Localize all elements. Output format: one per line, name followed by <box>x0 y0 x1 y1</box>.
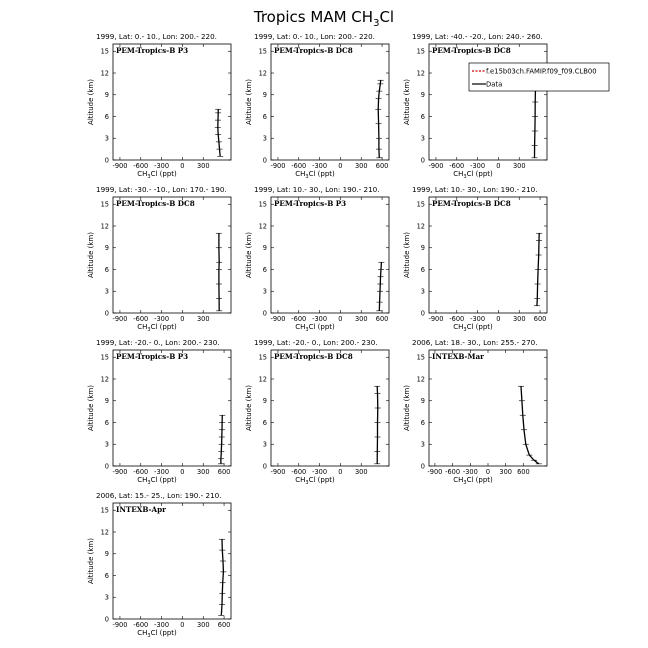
y-tick-label: 12 <box>416 222 425 231</box>
x-tick-label: 300 <box>196 621 210 629</box>
title-suffix: Cl <box>379 8 395 26</box>
y-tick-label: 6 <box>262 112 267 121</box>
x-tick-label: -300 <box>470 315 486 323</box>
x-axis-label-part: CH <box>137 323 148 331</box>
x-axis-label-part: Cl (ppt) <box>466 323 493 331</box>
y-tick-label: 9 <box>104 244 109 253</box>
y-tick-label: 0 <box>420 462 425 471</box>
y-tick-label: 12 <box>258 69 267 78</box>
x-axis-label-sub: 3 <box>147 174 151 180</box>
y-tick-label: 15 <box>100 506 109 515</box>
x-axis-label-part: CH <box>453 476 464 484</box>
chart-panel <box>403 32 547 180</box>
y-tick-label: 0 <box>262 462 267 471</box>
y-tick-label: 6 <box>104 571 109 580</box>
y-tick-label: 3 <box>420 134 425 143</box>
x-tick-label: 0 <box>180 162 185 170</box>
x-axis-label-part: CH <box>295 170 306 178</box>
x-axis-label <box>137 170 177 180</box>
panel-title: 1999, Lat: -30.- -10., Lon: 170.- 190. <box>96 185 227 194</box>
plot-frame <box>271 350 389 466</box>
x-tick-label: -300 <box>154 468 170 476</box>
x-tick-label: 0 <box>338 162 343 170</box>
y-tick-label: 12 <box>100 528 109 537</box>
campaign-label: PEM-Tropics-B DC8 <box>116 199 195 208</box>
x-axis-label-part: Cl (ppt) <box>308 170 335 178</box>
campaign-label: PEM-Tropics-B DC8 <box>274 352 353 361</box>
x-axis-label <box>295 170 335 180</box>
y-tick-label: 12 <box>100 375 109 384</box>
y-tick-label: 12 <box>100 222 109 231</box>
y-tick-label: 15 <box>100 200 109 209</box>
y-tick-label: 6 <box>420 265 425 274</box>
x-axis-label-part: Cl (ppt) <box>150 323 177 331</box>
y-tick-label: 3 <box>104 134 109 143</box>
plot-frame <box>113 350 231 466</box>
x-tick-label: -600 <box>449 162 465 170</box>
y-tick-label: 15 <box>100 47 109 56</box>
x-tick-label: 300 <box>196 468 210 476</box>
x-tick-label: 0 <box>338 315 343 323</box>
campaign-label: PEM-Tropics-B DC8 <box>432 46 511 55</box>
x-axis-label-part: CH <box>137 476 148 484</box>
x-tick-label: -300 <box>312 162 328 170</box>
y-tick-label: 6 <box>420 418 425 427</box>
x-axis-label-part: Cl (ppt) <box>150 629 177 637</box>
y-tick-label: 15 <box>258 353 267 362</box>
x-axis-label-part: Cl (ppt) <box>466 476 493 484</box>
y-tick-label: 0 <box>104 309 109 318</box>
y-tick-label: 3 <box>262 440 267 449</box>
x-tick-label: 300 <box>196 162 210 170</box>
x-axis-label <box>295 476 335 486</box>
y-axis-label: Altitude (km) <box>87 385 95 431</box>
x-axis-label-sub: 3 <box>305 174 309 180</box>
y-tick-label: 6 <box>420 112 425 121</box>
y-tick-label: 12 <box>416 375 425 384</box>
x-tick-label: -600 <box>133 162 149 170</box>
figure-title <box>253 8 394 29</box>
x-tick-label: -300 <box>154 162 170 170</box>
title-subscript: 3 <box>373 18 380 29</box>
y-tick-label: 3 <box>262 287 267 296</box>
panel-title: 1999, Lat: 10.- 30., Lon: 190.- 210. <box>412 185 538 194</box>
x-tick-label: -300 <box>462 468 478 476</box>
x-axis-label-sub: 3 <box>305 480 309 486</box>
plot-frame <box>271 44 389 160</box>
y-axis-label: Altitude (km) <box>245 385 253 431</box>
x-tick-label: -600 <box>291 468 307 476</box>
x-tick-label: 300 <box>512 315 526 323</box>
x-tick-label: 600 <box>375 162 389 170</box>
x-tick-label: 0 <box>496 162 501 170</box>
x-tick-label: 0 <box>485 468 491 476</box>
x-tick-label: -900 <box>112 468 128 476</box>
y-tick-label: 9 <box>420 397 425 406</box>
panel-title: 1999, Lat: 0.- 10., Lon: 200.- 220. <box>254 32 375 41</box>
campaign-label: PEM-Tropics-B P3 <box>116 352 189 361</box>
y-axis-label: Altitude (km) <box>245 79 253 125</box>
y-tick-label: 3 <box>104 593 109 602</box>
plot-frame <box>271 197 389 313</box>
x-axis-label-sub: 3 <box>463 480 467 486</box>
x-tick-label: -300 <box>312 468 328 476</box>
chart-panel <box>245 338 389 486</box>
x-tick-label: 0 <box>496 315 501 323</box>
y-axis-label: Altitude (km) <box>403 232 411 278</box>
x-axis-label-part: CH <box>137 629 148 637</box>
y-tick-label: 0 <box>262 309 267 318</box>
x-axis-label-part: CH <box>295 476 306 484</box>
y-tick-label: 9 <box>104 550 109 559</box>
x-axis-label-part: CH <box>295 323 306 331</box>
x-tick-label: -900 <box>428 162 444 170</box>
y-tick-label: 15 <box>416 353 425 362</box>
campaign-label: PEM-Tropics-B DC8 <box>432 199 511 208</box>
y-tick-label: 0 <box>104 156 109 165</box>
x-tick-label: 600 <box>517 468 530 476</box>
x-tick-label: 0 <box>180 315 185 323</box>
x-tick-label: 300 <box>512 162 526 170</box>
y-tick-label: 12 <box>258 222 267 231</box>
y-tick-label: 15 <box>258 200 267 209</box>
chart-panel <box>403 338 547 486</box>
panel-title: 2006, Lat: 18.- 30., Lon: 255.- 270. <box>412 338 538 347</box>
y-tick-label: 0 <box>420 156 425 165</box>
x-tick-label: -900 <box>112 162 128 170</box>
campaign-label: PEM-Tropics-B DC8 <box>274 46 353 55</box>
panel-title: 1999, Lat: -20.- 0., Lon: 200.- 230. <box>96 338 220 347</box>
y-tick-label: 9 <box>104 91 109 100</box>
y-tick-label: 9 <box>420 91 425 100</box>
x-tick-label: 600 <box>217 621 231 629</box>
y-axis-label: Altitude (km) <box>87 79 95 125</box>
x-tick-label: -900 <box>270 468 286 476</box>
x-axis-label-part: Cl (ppt) <box>150 476 177 484</box>
x-tick-label: -300 <box>312 315 328 323</box>
x-tick-label: -900 <box>270 162 286 170</box>
series-line <box>377 386 378 464</box>
y-tick-label: 6 <box>104 112 109 121</box>
x-axis-label-sub: 3 <box>463 174 467 180</box>
x-tick-label: 0 <box>180 468 185 476</box>
x-tick-label: -600 <box>133 621 149 629</box>
x-axis-label <box>137 323 177 333</box>
y-tick-label: 12 <box>416 69 425 78</box>
x-tick-label: -900 <box>270 315 286 323</box>
title-prefix: Tropics MAM CH <box>253 8 374 26</box>
plot-frame <box>429 350 547 466</box>
x-axis-label <box>137 629 177 639</box>
x-tick-label: 300 <box>354 162 368 170</box>
x-tick-label: -300 <box>154 621 170 629</box>
y-tick-label: 9 <box>262 397 267 406</box>
campaign-label: INTEXB-Mar <box>432 352 484 361</box>
x-tick-label: 600 <box>375 315 389 323</box>
x-axis-label-part: Cl (ppt) <box>466 170 493 178</box>
x-axis-label-sub: 3 <box>147 633 151 639</box>
x-tick-label: 300 <box>499 468 512 476</box>
panel-title: 2006, Lat: 15.- 25., Lon: 190.- 210. <box>96 491 222 500</box>
chart-panel <box>245 185 389 333</box>
y-axis-label: Altitude (km) <box>87 538 95 584</box>
x-axis-label-part: CH <box>453 170 464 178</box>
y-tick-label: 15 <box>416 47 425 56</box>
x-tick-label: 600 <box>533 315 547 323</box>
panel-grid <box>87 32 547 639</box>
x-axis-label-sub: 3 <box>305 327 309 333</box>
x-axis-label <box>453 323 493 333</box>
chart-panel <box>87 185 231 333</box>
y-tick-label: 15 <box>258 47 267 56</box>
x-tick-label: -300 <box>154 315 170 323</box>
y-tick-label: 6 <box>104 418 109 427</box>
y-tick-label: 3 <box>420 287 425 296</box>
y-tick-label: 6 <box>262 265 267 274</box>
panel-title: 1999, Lat: -40.- -20., Lon: 240.- 260. <box>412 32 543 41</box>
y-tick-label: 9 <box>104 397 109 406</box>
x-tick-label: -600 <box>445 468 461 476</box>
x-tick-label: -900 <box>112 621 128 629</box>
y-axis-label: Altitude (km) <box>87 232 95 278</box>
y-tick-label: 3 <box>104 287 109 296</box>
series-line <box>535 80 536 158</box>
x-axis-label-part: Cl (ppt) <box>150 170 177 178</box>
y-tick-label: 3 <box>104 440 109 449</box>
plot-frame <box>429 44 547 160</box>
chart-panel <box>87 491 231 639</box>
panel-title: 1999, Lat: 10.- 30., Lon: 190.- 210. <box>254 185 380 194</box>
legend <box>469 63 609 91</box>
x-axis-label <box>453 476 493 486</box>
y-tick-label: 9 <box>262 91 267 100</box>
y-axis-label: Altitude (km) <box>403 79 411 125</box>
x-axis-label-sub: 3 <box>147 327 151 333</box>
x-axis-label <box>295 323 335 333</box>
chart-panel <box>87 338 231 486</box>
x-tick-label: 600 <box>217 468 231 476</box>
y-tick-label: 15 <box>416 200 425 209</box>
x-tick-label: 300 <box>354 315 368 323</box>
y-tick-label: 9 <box>420 244 425 253</box>
x-axis-label <box>453 170 493 180</box>
x-axis-label-sub: 3 <box>463 327 467 333</box>
panel-title: 1999, Lat: -20.- 0., Lon: 200.- 230. <box>254 338 378 347</box>
y-tick-label: 3 <box>420 440 425 449</box>
y-tick-label: 12 <box>258 375 267 384</box>
x-tick-label: -600 <box>133 468 149 476</box>
plot-frame <box>113 44 231 160</box>
x-axis-label-part: CH <box>453 323 464 331</box>
plot-frame <box>429 197 547 313</box>
x-axis-label <box>137 476 177 486</box>
x-tick-label: -600 <box>133 315 149 323</box>
chart-panel <box>403 185 547 333</box>
y-tick-label: 9 <box>262 244 267 253</box>
legend-label: f.e15b03ch.FAMIP.f09_f09.CLB00 <box>486 67 597 76</box>
x-tick-label: -300 <box>470 162 486 170</box>
y-tick-label: 15 <box>100 353 109 362</box>
y-tick-label: 6 <box>262 418 267 427</box>
y-tick-label: 3 <box>262 134 267 143</box>
campaign-label: PEM-Tropics-B P3 <box>274 199 347 208</box>
x-tick-label: 300 <box>196 315 210 323</box>
y-tick-label: 0 <box>262 156 267 165</box>
y-tick-label: 0 <box>420 309 425 318</box>
series-line <box>521 386 539 464</box>
y-tick-label: 6 <box>104 265 109 274</box>
y-axis-label: Altitude (km) <box>403 385 411 431</box>
y-tick-label: 0 <box>104 462 109 471</box>
campaign-label: PEM-Tropics-B P3 <box>116 46 189 55</box>
legend-label: Data <box>486 80 503 89</box>
y-tick-label: 0 <box>104 615 109 624</box>
series-line <box>221 539 223 615</box>
x-axis-label-part: Cl (ppt) <box>308 323 335 331</box>
chart-panel <box>245 32 389 180</box>
campaign-label: INTEXB-Apr <box>116 505 166 514</box>
x-tick-label: 0 <box>180 621 185 629</box>
chart-panel <box>87 32 231 180</box>
x-axis-label-sub: 3 <box>147 480 151 486</box>
y-axis-label: Altitude (km) <box>245 232 253 278</box>
x-tick-label: -900 <box>428 315 444 323</box>
x-tick-label: 300 <box>354 468 368 476</box>
panel-title: 1999, Lat: 0.- 10., Lon: 200.- 220. <box>96 32 217 41</box>
plot-frame <box>113 503 231 619</box>
x-axis-label-part: CH <box>137 170 148 178</box>
x-tick-label: -600 <box>291 315 307 323</box>
x-tick-label: -600 <box>291 162 307 170</box>
x-tick-label: -600 <box>449 315 465 323</box>
series-line <box>378 80 381 158</box>
x-axis-label-part: Cl (ppt) <box>308 476 335 484</box>
plot-frame <box>113 197 231 313</box>
y-tick-label: 12 <box>100 69 109 78</box>
x-tick-label: 0 <box>338 468 343 476</box>
x-tick-label: -900 <box>427 468 443 476</box>
x-tick-label: -900 <box>112 315 128 323</box>
